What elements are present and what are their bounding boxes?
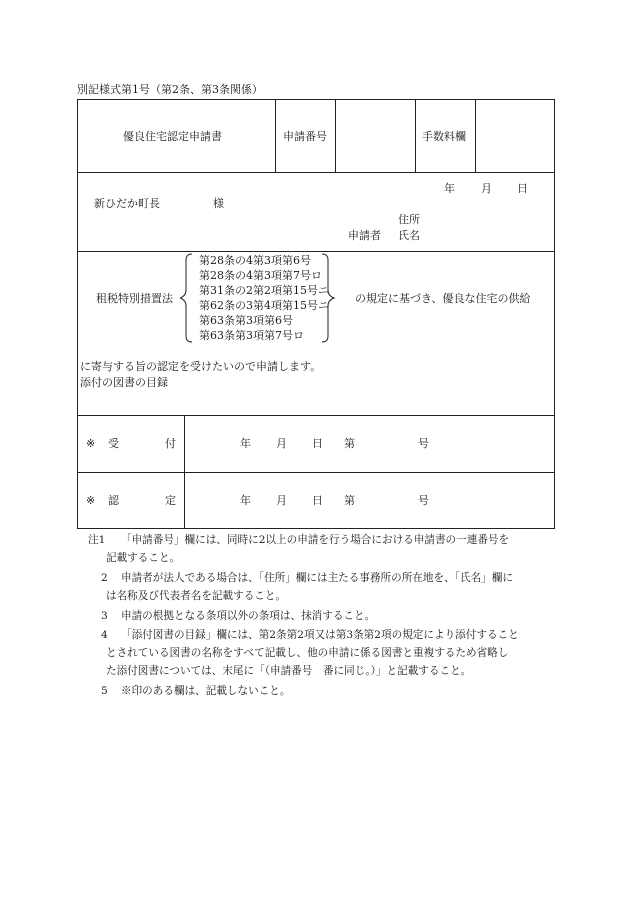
approval-label-b: 定 — [165, 494, 176, 507]
col-divider-appno — [335, 99, 336, 172]
date-year: 年 — [444, 182, 455, 195]
address-label: 住所 — [398, 213, 420, 226]
note-number: 4 — [101, 629, 108, 641]
col-divider-title — [275, 99, 276, 172]
approval-day: 日 — [312, 494, 323, 507]
provision-tail: の規定に基づき、優良な住宅の供給 — [355, 292, 531, 305]
note-text: は名称及び代表者名を記載すること。 — [106, 590, 287, 602]
note-text: 記載すること。 — [106, 552, 181, 564]
col-divider-stamp — [184, 415, 185, 529]
approval-number-suffix: 号 — [418, 494, 429, 507]
row-divider-3 — [77, 415, 555, 416]
approval-number-prefix: 第 — [344, 494, 355, 507]
form-title: 優良住宅認定申請書 — [123, 130, 222, 143]
right-brace — [322, 254, 334, 342]
attachment-list-label: 添付の図書の目録 — [80, 376, 168, 389]
applicant-label: 申請者 — [348, 229, 381, 242]
note-text: 「添付図書の目録」欄には、第2条第2項又は第3条第2項の規定により添付すること — [121, 629, 519, 641]
note-text: ※印のある欄は、記載しないこと。 — [121, 685, 291, 697]
note-number: 2 — [101, 572, 108, 584]
receipt-year: 年 — [240, 437, 251, 450]
approval-mark: ※ — [86, 494, 96, 507]
row-divider-1 — [77, 172, 555, 173]
provision-item: 第28条の4第3項第7号ロ — [199, 269, 322, 282]
provision-item: 第63条第3項第7号ロ — [199, 329, 304, 342]
col-divider-fee — [475, 99, 476, 172]
receipt-day: 日 — [312, 437, 323, 450]
approval-label-a: 認 — [108, 494, 119, 507]
note-text: た添付図書については、末尾に「（申請番号 番に同じ。）」と記載すること。 — [106, 665, 472, 677]
provision-item: 第31条の2第2項第15号ニ — [199, 284, 329, 297]
receipt-number-suffix: 号 — [418, 437, 429, 450]
provision-item: 第62条の3第4項第15号ニ — [199, 299, 329, 312]
receipt-label-a: 受 — [108, 437, 119, 450]
note-text: 申請の根拠となる条項以外の条項は、抹消すること。 — [121, 610, 376, 622]
note-number: 5 — [101, 685, 108, 697]
honorific: 様 — [213, 197, 224, 210]
approval-year: 年 — [240, 494, 251, 507]
note-number: 注1 — [88, 534, 106, 546]
provision-item: 第28条の4第3項第6号 — [199, 254, 311, 267]
note-text: 申請者が法人である場合は、「住所」欄には主たる事務所の所在地を、「氏名」欄に — [121, 572, 513, 584]
note-text: 「申請番号」欄には、同時に2以上の申請を行う場合における申請書の一連番号を — [121, 534, 510, 546]
col-divider-appno-value — [415, 99, 416, 172]
note-number: 3 — [101, 610, 108, 622]
law-name: 租税特別措置法 — [96, 292, 173, 305]
name-label: 氏名 — [398, 229, 420, 242]
note-text: とされている図書の名称をすべて記載し、他の申請に係る図書と重複するため省略し — [106, 647, 509, 659]
date-day: 日 — [517, 182, 528, 195]
row-divider-4 — [77, 472, 555, 473]
left-brace — [180, 254, 192, 342]
mayor-title: 新ひだか町長 — [94, 197, 160, 210]
receipt-label-b: 付 — [165, 437, 176, 450]
approval-month: 月 — [276, 494, 287, 507]
receipt-mark: ※ — [86, 437, 96, 450]
date-month: 月 — [481, 182, 492, 195]
request-statement: に寄与する旨の認定を受けたいので申請します。 — [80, 360, 322, 373]
receipt-month: 月 — [276, 437, 287, 450]
receipt-number-prefix: 第 — [344, 437, 355, 450]
fee-label: 手数料欄 — [422, 130, 466, 143]
form-reference: 別記様式第1号（第2条、第3条関係） — [77, 83, 263, 96]
provision-item: 第63条第3項第6号 — [199, 314, 293, 327]
application-number-label: 申請番号 — [283, 130, 327, 143]
